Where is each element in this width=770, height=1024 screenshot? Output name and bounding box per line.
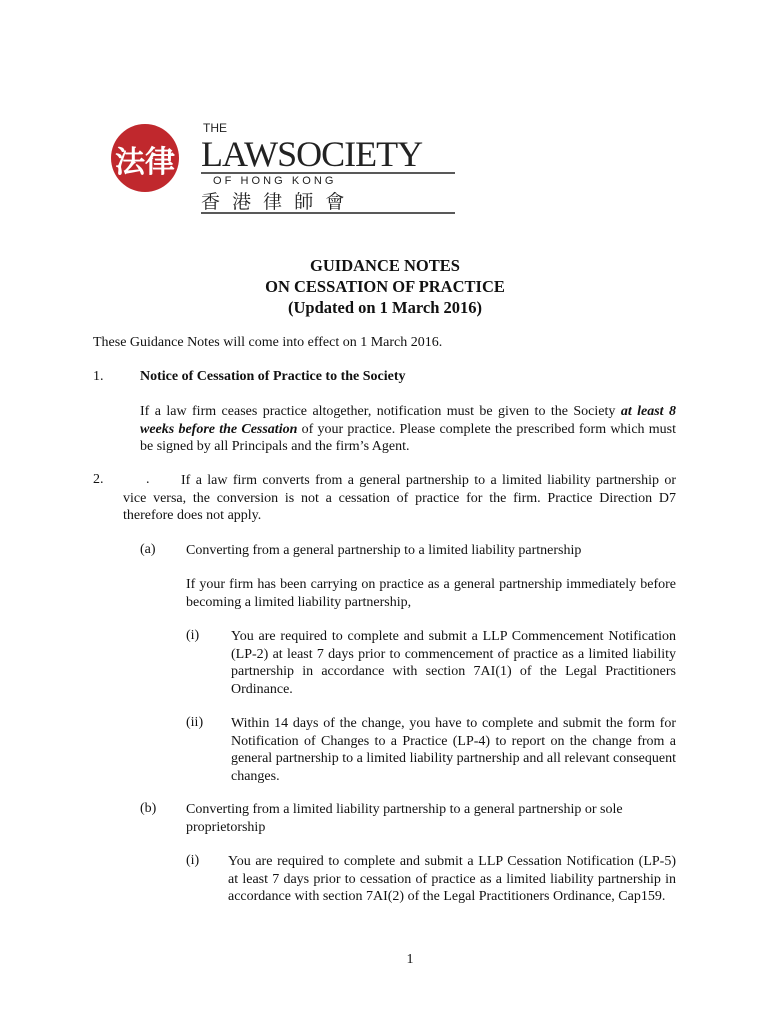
subsection-a-ii-label: (ii) [186, 715, 204, 730]
section-2-paragraph: If a law firm converts from a general partnership to a limited liability partnership or vice versa, the conversion is not a cessation of practice for the firm. Practice Direction D7 therefore does not apply. [123, 473, 676, 523]
section-2-number: 2. [93, 472, 104, 487]
subsection-a-label: (a) [140, 542, 156, 557]
subsection-a-heading: Converting from a general partnership to a limited liability partnership [186, 543, 582, 558]
law-society-logo [105, 118, 465, 218]
subsection-b-label: (b) [140, 801, 157, 816]
subsection-a-i-label: (i) [186, 628, 200, 643]
subsection-b-heading: Converting from a limited liability partnership to a general partnership or sole proprietorship [186, 802, 623, 835]
intro-paragraph: These Guidance Notes will come into effect on 1 March 2016. [93, 335, 443, 350]
seal-text: 法律 [115, 145, 175, 180]
section-2-dot: . [146, 472, 150, 487]
section-1-number: 1. [93, 369, 104, 384]
subsection-a-ii-text: Within 14 days of the change, you have to complete and submit the form for Notification of Changes to a Practice (LP-4) to report on the change from a general partnership to a limited liability partnership and all relevant consequent changes. [231, 716, 676, 784]
section-1-emphasis: at least 8 weeks before the Cessation [140, 404, 676, 437]
title-line-2: ON CESSATION OF PRACTICE [265, 277, 505, 296]
page-number: 1 [406, 952, 414, 967]
title-line-3: (Updated on 1 March 2016) [287, 298, 483, 317]
logo-chinese: 香 港 律 師 會 [201, 191, 345, 213]
section-1-paragraph: If a law firm ceases practice altogether, notification must be given to the Society at least 8 weeks before the Cessation of your practice. Please complete the prescribed form which must be signed by all Principals and the firm’s Agent. [140, 404, 677, 454]
subsection-a-intro: If your firm has been carrying on practice as a general partnership immediately before becoming a limited liability partnership, [186, 577, 676, 610]
section-1-heading: Notice of Cessation of Practice to the Society [140, 369, 406, 384]
subsection-a-i-text: You are required to complete and submit a LLP Commencement Notification (LP-2) at least 7 days prior to commencement of practice as a limited liability partnership in accordance with section 7AI(1) of the Legal Practitioners Ordinance. [231, 629, 676, 697]
logo-the: THE [203, 121, 227, 135]
title-line-1: GUIDANCE NOTES [310, 256, 460, 275]
logo-name: LAWSOCIETY [201, 134, 423, 174]
subsection-b-i-label: (i) [186, 853, 200, 868]
logo-graphic [105, 118, 465, 218]
logo-subtitle: O F H O N G K O N G [213, 175, 334, 187]
subsection-b-i-text: You are required to complete and submit a LLP Cessation Notification (LP-5) at least 7 days prior to cessation of practice as a limited liability partnership in accordance with section 7AI(2) of the Legal Practitioners Ordinance, Cap159. [228, 854, 676, 904]
